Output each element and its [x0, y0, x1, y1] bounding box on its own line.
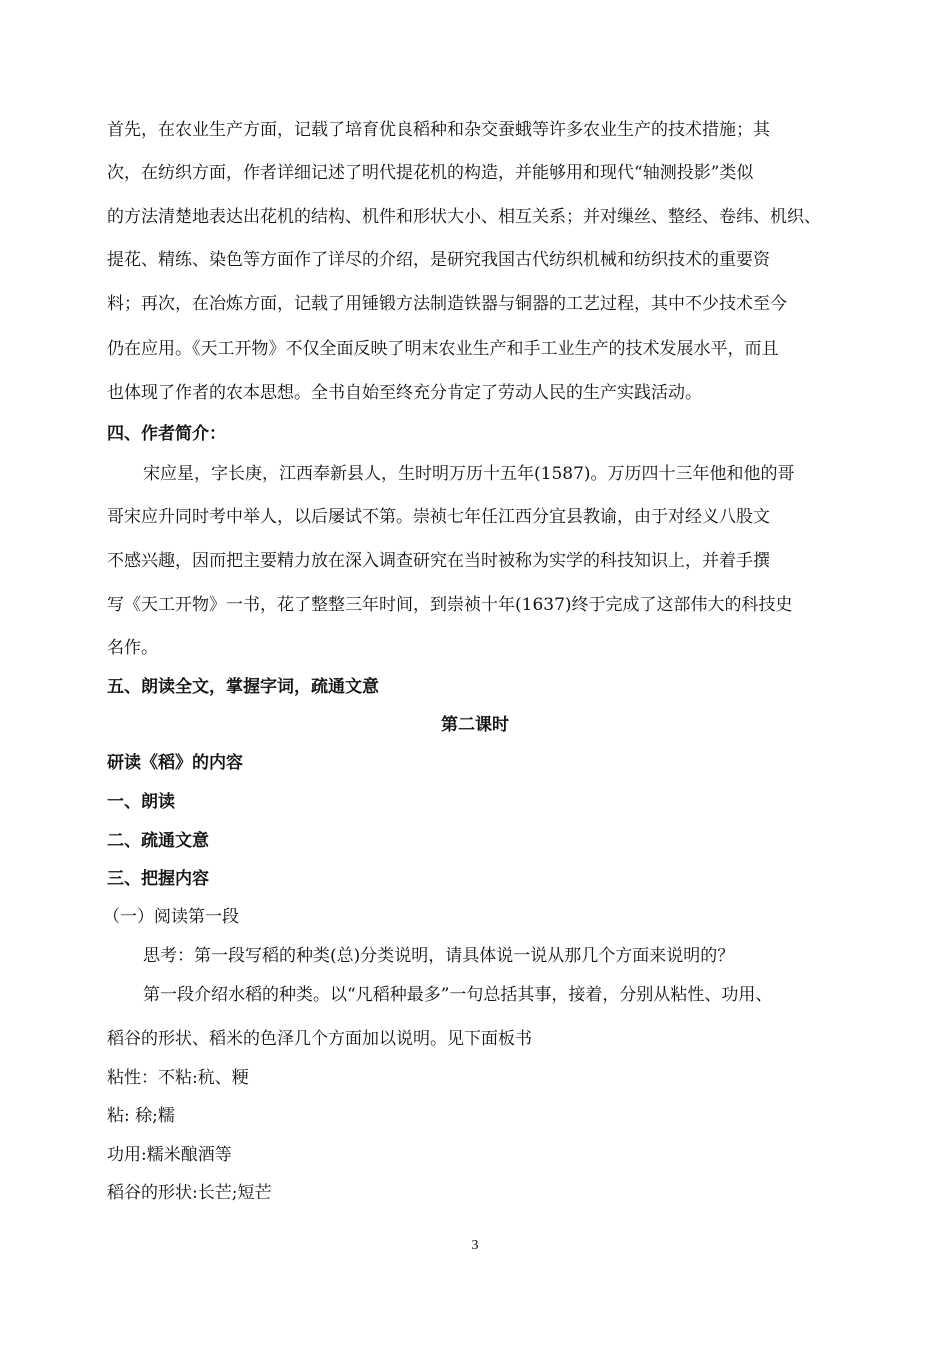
paragraph-line: 仍在应用。《天工开物》不仅全面反映了明末农业生产和手工业生产的技术发展水平，而且: [107, 339, 779, 359]
paragraph-line: 不感兴趣，因而把主要精力放在深入调查研究在当时被称为实学的科技知识上，并着手撰: [107, 551, 770, 571]
page-number: 3: [471, 1238, 479, 1253]
paragraph-line: 哥宋应升同时考中举人，以后屡试不第。崇祯七年任江西分宜县教谕，由于对经义八股文: [107, 507, 770, 527]
section-heading: 五、朗读全文，掌握字词，疏通文意: [107, 677, 379, 697]
paragraph-line: 的方法清楚地表达出花机的结构、机件和形状大小、相互关系；并对缫丝、整经、卷纬、机织、: [107, 207, 821, 227]
paragraph-line: 首先，在农业生产方面，记载了培育优良稻种和杂交蚕蛾等许多农业生产的技术措施；其: [107, 120, 770, 140]
step-heading: 一、朗读: [107, 792, 175, 812]
board-note: 粘: 稌;糯: [107, 1106, 175, 1126]
paragraph-line: 名作。: [107, 638, 158, 658]
paragraph-line: 次，在纺织方面，作者详细记述了明代提花机的构造，并能够用和现代“轴测投影”类似: [107, 163, 754, 183]
lesson-title: 第二课时: [441, 715, 509, 735]
board-note: 功用:糯米酿酒等: [107, 1145, 232, 1165]
paragraph-line: 料；再次，在冶炼方面，记载了用锤锻方法制造铁器与铜器的工艺过程，其中不少技术至今: [107, 294, 787, 314]
board-note: 稻谷的形状:长芒;短芒: [107, 1183, 272, 1203]
answer-line: 稻谷的形状、稻米的色泽几个方面加以说明。见下面板书: [107, 1029, 532, 1049]
paragraph-line: 写《天工开物》一书，花了整整三年时间，到崇祯十年(1637)终于完成了这部伟大的科技史: [107, 595, 793, 615]
answer-line: 第一段介绍水稻的种类。以“凡稻种最多”一句总括其事，接着，分别从粘性、功用、: [143, 985, 773, 1005]
step-heading: 二、疏通文意: [107, 831, 209, 851]
sub-heading: （一）阅读第一段: [103, 907, 239, 927]
section-heading: 四、作者简介：: [107, 424, 226, 444]
paragraph-line: 提花、精练、染色等方面作了详尽的介绍，是研究我国古代纺织机械和纺织技术的重要资: [107, 250, 770, 270]
step-heading: 三、把握内容: [107, 869, 209, 889]
board-note: 粘性：不粘:秔、粳: [107, 1068, 249, 1088]
paragraph-line: 宋应星，字长庚，江西奉新县人，生时明万历十五年(1587)。万历四十三年他和他的哥: [143, 464, 795, 484]
study-title: 研读《稻》的内容: [107, 753, 243, 773]
question-text: 思考：第一段写稻的种类(总)分类说明，请具体说一说从那几个方面来说明的？: [143, 946, 735, 966]
paragraph-line: 也体现了作者的农本思想。全书自始至终充分肯定了劳动人民的生产实践活动。: [107, 383, 702, 403]
